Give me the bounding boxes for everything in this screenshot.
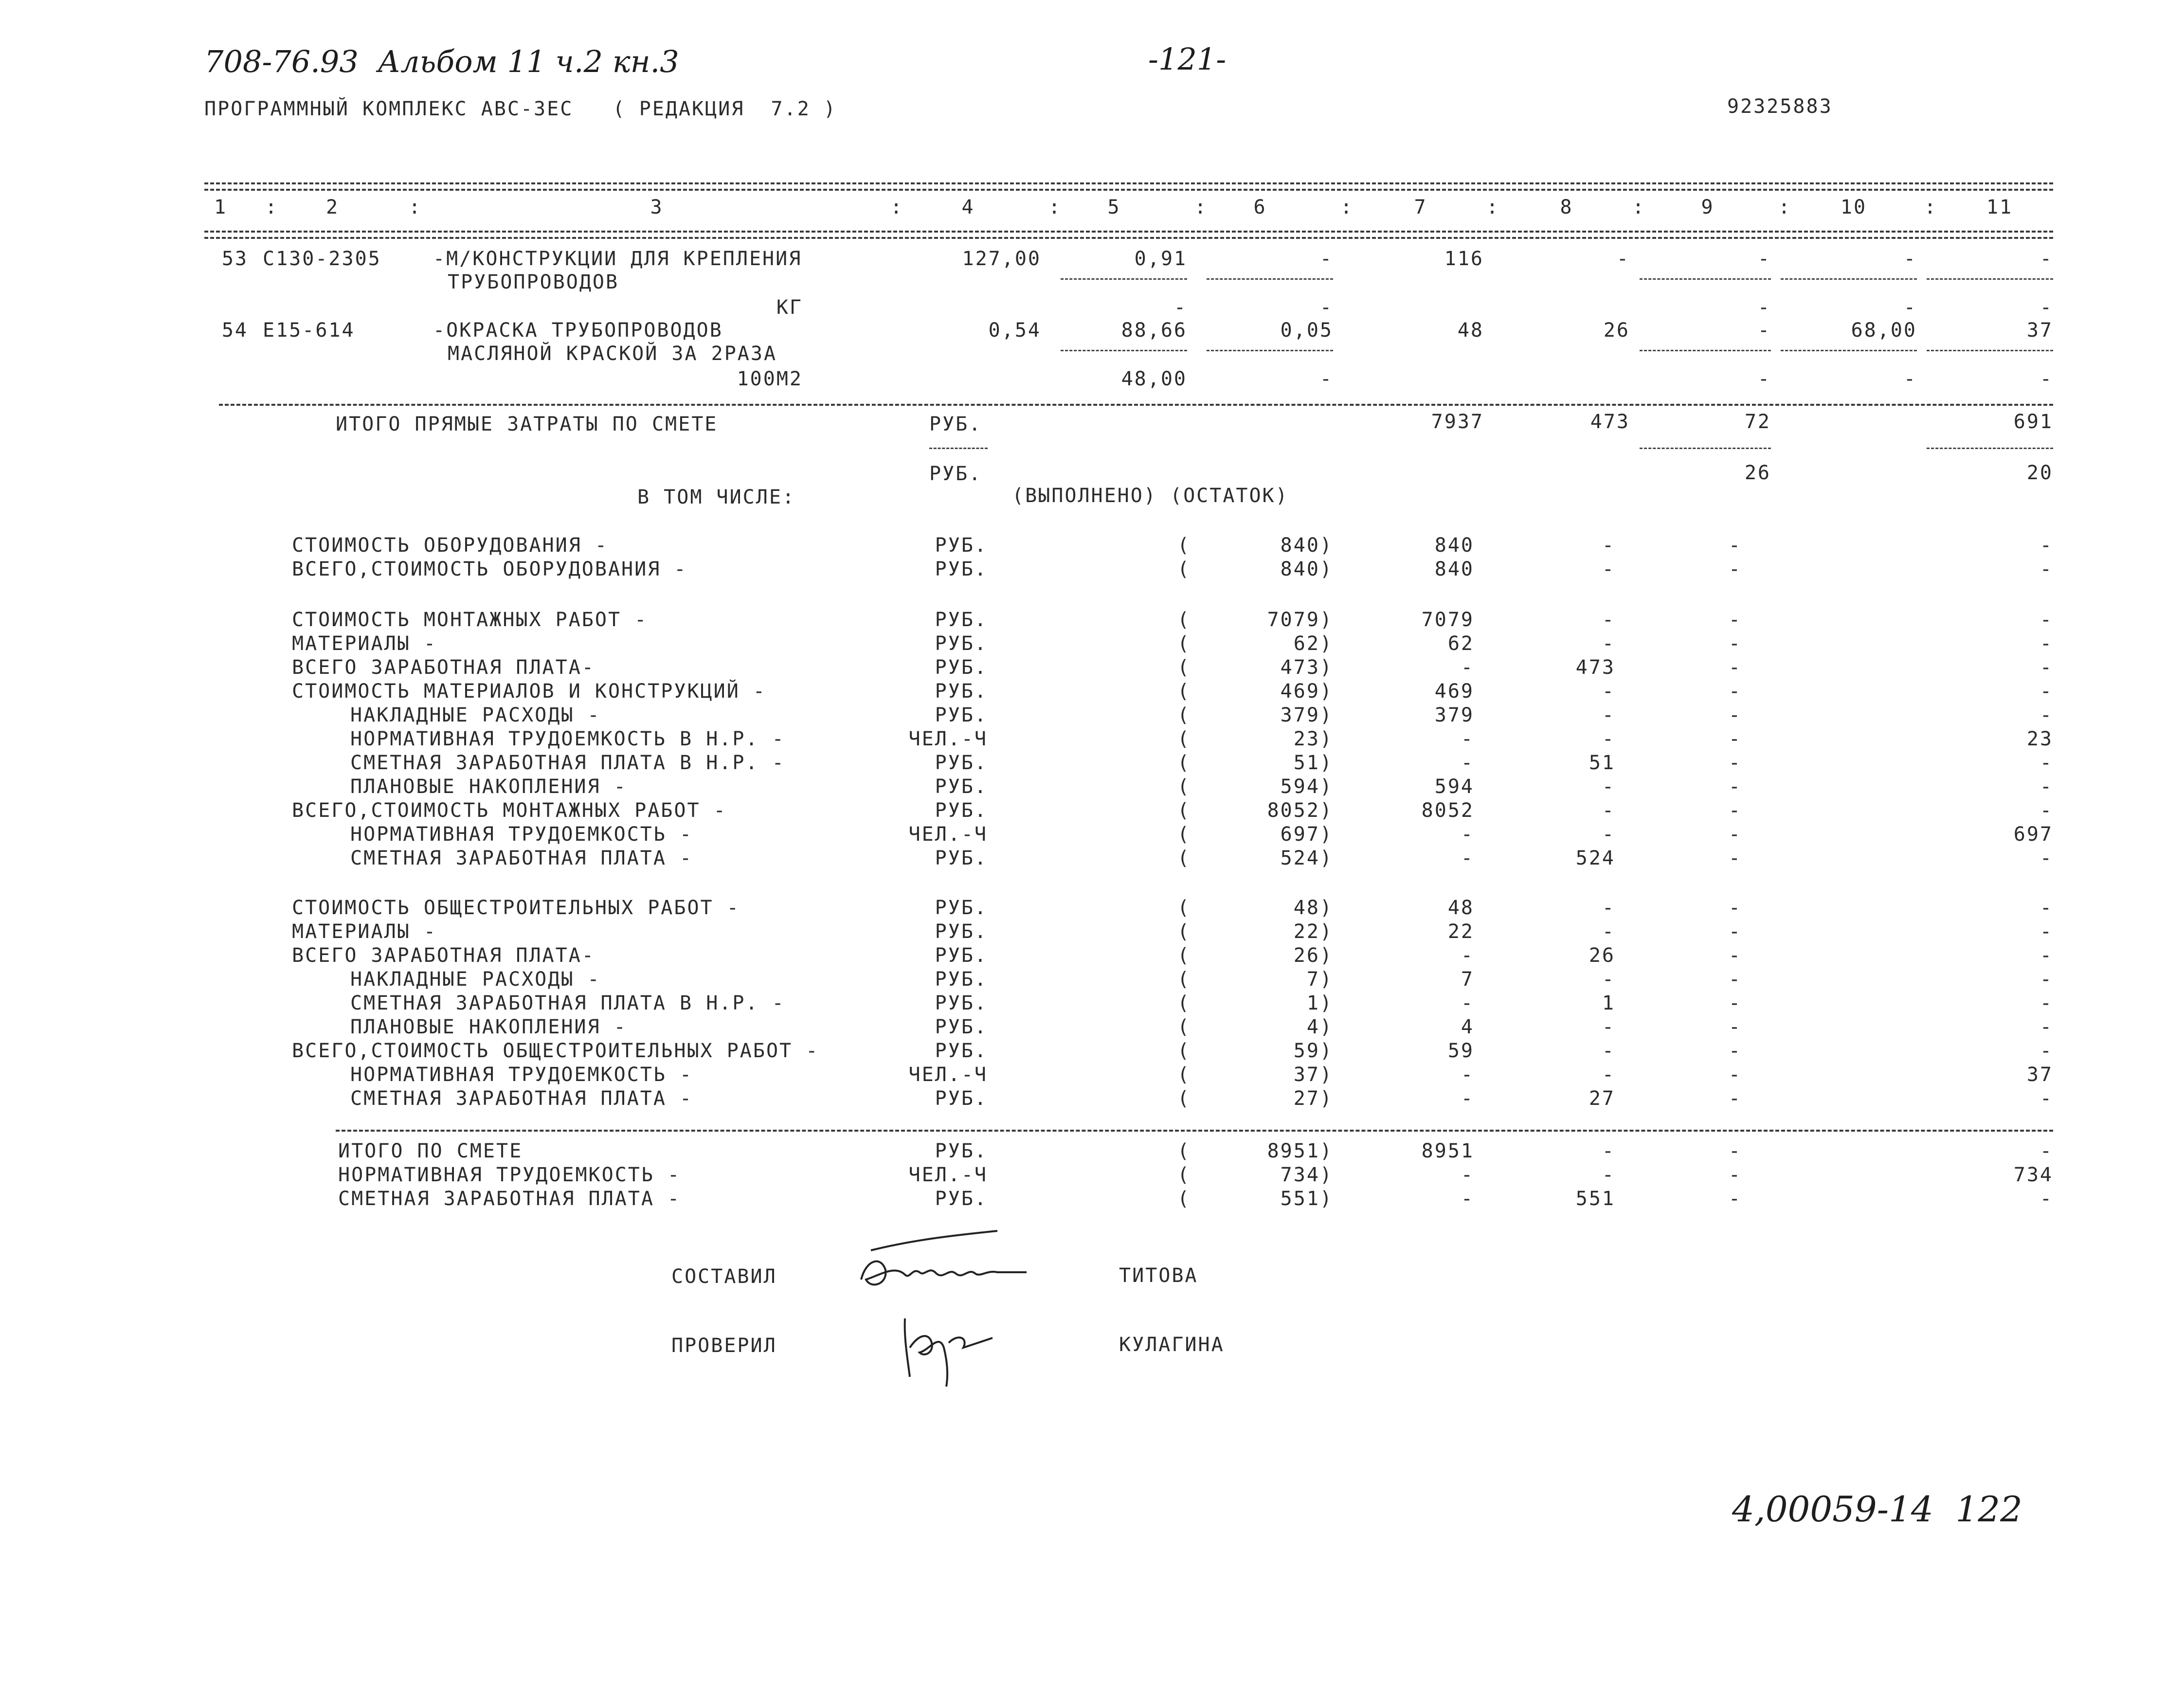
item-col11: 37	[2026, 319, 2053, 342]
handwritten-footer-number: 4,00059-14 122	[1732, 1489, 2022, 1530]
breakdown-col8: -	[1602, 1164, 1615, 1186]
breakdown-label: ВСЕГО,СТОИМОСТЬ ОБЩЕСТРОИТЕЛЬНЫХ РАБОТ -	[292, 1040, 819, 1062]
breakdown-value: 1)	[1306, 992, 1333, 1014]
column-header-2: 2	[326, 196, 340, 218]
breakdown-unit: РУБ.	[935, 920, 988, 943]
column-separator: :	[409, 196, 422, 218]
item-description-cont: МАСЛЯНОЙ КРАСКОЙ ЗА 2РАЗА	[448, 343, 777, 365]
second-unit: РУБ.	[929, 463, 982, 485]
breakdown-label: СМЕТНАЯ ЗАРАБОТНАЯ ПЛАТА В Н.Р. -	[350, 992, 785, 1014]
breakdown-label: ВСЕГО,СТОИМОСТЬ МОНТАЖНЫХ РАБОТ -	[292, 799, 727, 822]
breakdown-paren: (	[1177, 1064, 1191, 1086]
breakdown-col11: 37	[2026, 1064, 2053, 1086]
breakdown-col8: -	[1602, 704, 1615, 726]
breakdown-value: 26)	[1293, 944, 1333, 967]
breakdown-col9: -	[1728, 632, 1742, 655]
breakdown-value: 7)	[1306, 968, 1333, 991]
column-separator: :	[1340, 196, 1354, 218]
breakdown-col11: -	[2040, 944, 2053, 967]
breakdown-unit: РУБ.	[935, 799, 988, 822]
breakdown-paren: (	[1177, 823, 1191, 846]
item-number: 54	[221, 319, 248, 342]
breakdown-unit: РУБ.	[935, 1087, 988, 1110]
breakdown-label: МАТЕРИАЛЫ -	[292, 920, 437, 943]
breakdown-unit: РУБ.	[935, 776, 988, 798]
breakdown-col9: -	[1728, 1164, 1742, 1186]
item-col10-second: -	[1903, 296, 1917, 319]
column-separator: :	[1194, 196, 1208, 218]
breakdown-paren: (	[1177, 534, 1191, 557]
column-header-5: 5	[1107, 196, 1121, 218]
breakdown-col9: -	[1728, 609, 1742, 631]
breakdown-label: СТОИМОСТЬ ОБОРУДОВАНИЯ -	[292, 534, 608, 557]
item-col9-second: -	[1757, 368, 1771, 390]
breakdown-col8: -	[1602, 534, 1615, 557]
breakdown-col8: 1	[1602, 992, 1615, 1014]
breakdown-col9: -	[1728, 1087, 1742, 1110]
item-number: 53	[221, 248, 248, 270]
breakdown-paren: (	[1177, 1040, 1191, 1062]
item-sub-rule	[1640, 278, 1771, 280]
breakdown-col8: 524	[1575, 847, 1615, 869]
breakdown-col9: -	[1728, 847, 1742, 869]
breakdown-col8: -	[1602, 609, 1615, 631]
breakdown-unit: РУБ.	[935, 609, 988, 631]
item-description: -ОКРАСКА ТРУБОПРОВОДОВ	[433, 319, 723, 342]
breakdown-value: 473)	[1280, 656, 1333, 679]
column-separator: :	[890, 196, 904, 218]
column-separator: :	[1486, 196, 1500, 218]
breakdown-col7: 48	[1447, 897, 1474, 919]
breakdown-unit: РУБ.	[935, 680, 988, 703]
breakdown-col8: -	[1602, 776, 1615, 798]
breakdown-col9: -	[1728, 776, 1742, 798]
breakdown-label: ВСЕГО,СТОИМОСТЬ ОБОРУДОВАНИЯ -	[292, 558, 687, 580]
breakdown-col7: 840	[1434, 558, 1474, 580]
breakdown-paren: (	[1177, 968, 1191, 991]
breakdown-col8: -	[1602, 1064, 1615, 1086]
breakdown-label: ИТОГО ПО СМЕТЕ	[338, 1140, 523, 1162]
breakdown-value: 469)	[1280, 680, 1333, 703]
direct-costs-col9: 72	[1744, 411, 1771, 433]
direct-costs-col11: 691	[2013, 411, 2053, 433]
breakdown-col11: -	[2040, 897, 2053, 919]
in-that-number-label: В ТОМ ЧИСЛЕ:	[637, 486, 795, 508]
breakdown-value: 524)	[1280, 847, 1333, 869]
breakdown-unit: РУБ.	[935, 558, 988, 580]
breakdown-label: СТОИМОСТЬ ОБЩЕСТРОИТЕЛЬНЫХ РАБОТ -	[292, 897, 740, 919]
breakdown-paren: (	[1177, 992, 1191, 1014]
breakdown-label: ПЛАНОВЫЕ НАКОПЛЕНИЯ -	[350, 776, 627, 798]
direct-col9-rule	[1640, 448, 1771, 449]
breakdown-value: 4)	[1306, 1016, 1333, 1038]
compiled-signature	[851, 1221, 1056, 1299]
column-header-4: 4	[961, 196, 975, 218]
item-col5-second: 48,00	[1121, 368, 1187, 390]
breakdown-unit: ЧЕЛ.-Ч	[908, 1164, 988, 1186]
direct-costs-label: ИТОГО ПРЯМЫЕ ЗАТРАТЫ ПО СМЕТЕ	[336, 413, 718, 435]
breakdown-paren: (	[1177, 632, 1191, 655]
breakdown-col11: -	[2040, 558, 2053, 580]
breakdown-value: 22)	[1293, 920, 1333, 943]
item-col5-second: -	[1173, 296, 1187, 319]
breakdown-col11: 697	[2013, 823, 2053, 846]
done-rest-label: (ВЫПОЛНЕНО) (ОСТАТОК)	[1012, 485, 1289, 507]
item-col8: -	[1616, 248, 1630, 270]
breakdown-label: СМЕТНАЯ ЗАРАБОТНАЯ ПЛАТА -	[338, 1188, 681, 1210]
breakdown-paren: (	[1177, 897, 1191, 919]
breakdown-col9: -	[1728, 704, 1742, 726]
breakdown-label: МАТЕРИАЛЫ -	[292, 632, 437, 655]
program-line: ПРОГРАММНЫЙ КОМПЛЕКС АВС-3ЕС ( РЕДАКЦИЯ 7.2 )	[204, 98, 837, 120]
breakdown-label: СМЕТНАЯ ЗАРАБОТНАЯ ПЛАТА -	[350, 1087, 693, 1110]
breakdown-col8: -	[1602, 680, 1615, 703]
breakdown-col9: -	[1728, 920, 1742, 943]
breakdown-col11: 23	[2026, 728, 2053, 750]
breakdown-label: НОРМАТИВНАЯ ТРУДОЕМКОСТЬ -	[350, 1064, 693, 1086]
breakdown-unit: РУБ.	[935, 656, 988, 679]
direct-costs-col8: 473	[1590, 411, 1630, 433]
item-sub-rule	[1781, 278, 1917, 280]
breakdown-col9: -	[1728, 656, 1742, 679]
breakdown-col11: -	[2040, 680, 2053, 703]
item-col9-second: -	[1757, 296, 1771, 319]
breakdown-col8: -	[1602, 799, 1615, 822]
breakdown-col8: -	[1602, 728, 1615, 750]
breakdown-col7: -	[1461, 728, 1474, 750]
breakdown-col11: -	[2040, 968, 2053, 991]
item-col8: 26	[1603, 319, 1630, 342]
second-col9: 26	[1744, 462, 1771, 484]
breakdown-col9: -	[1728, 944, 1742, 967]
breakdown-col8: -	[1602, 920, 1615, 943]
item-col5: 88,66	[1121, 319, 1187, 342]
breakdown-col11: 734	[2013, 1164, 2053, 1186]
breakdown-col8: 551	[1575, 1188, 1615, 1210]
breakdown-unit: РУБ.	[935, 1016, 988, 1038]
item-col6-second: -	[1319, 296, 1333, 319]
breakdown-col7: 469	[1434, 680, 1474, 703]
breakdown-label: СМЕТНАЯ ЗАРАБОТНАЯ ПЛАТА В Н.Р. -	[350, 752, 785, 774]
breakdown-unit: РУБ.	[935, 752, 988, 774]
column-header-9: 9	[1701, 196, 1715, 218]
breakdown-label: НОРМАТИВНАЯ ТРУДОЕМКОСТЬ В Н.Р. -	[350, 728, 785, 750]
breakdown-paren: (	[1177, 1140, 1191, 1162]
column-separator: :	[1924, 196, 1938, 218]
breakdown-label: НАКЛАДНЫЕ РАСХОДЫ -	[350, 968, 601, 991]
column-separator: :	[265, 196, 279, 218]
item-sub-rule	[1207, 350, 1333, 351]
breakdown-col7: 8951	[1421, 1140, 1474, 1162]
item-col7: 48	[1457, 319, 1484, 342]
breakdown-value: 594)	[1280, 776, 1333, 798]
item-description: -М/КОНСТРУКЦИИ ДЛЯ КРЕПЛЕНИЯ	[433, 248, 802, 270]
checked-label: ПРОВЕРИЛ	[671, 1335, 777, 1357]
breakdown-col7: -	[1461, 847, 1474, 869]
direct-unit-rule	[929, 448, 988, 449]
column-header-7: 7	[1414, 196, 1427, 218]
breakdown-unit: РУБ.	[935, 897, 988, 919]
breakdown-label: ВСЕГО ЗАРАБОТНАЯ ПЛАТА-	[292, 656, 595, 679]
breakdown-col7: -	[1461, 823, 1474, 846]
breakdown-col11: -	[2040, 1188, 2053, 1210]
breakdown-paren: (	[1177, 847, 1191, 869]
breakdown-paren: (	[1177, 752, 1191, 774]
column-header-6: 6	[1253, 196, 1267, 218]
breakdown-col9: -	[1728, 1188, 1742, 1210]
item-col6-second: -	[1319, 368, 1333, 390]
breakdown-col11: -	[2040, 1040, 2053, 1062]
breakdown-col7: -	[1461, 1188, 1474, 1210]
breakdown-col9: -	[1728, 1064, 1742, 1086]
breakdown-col11: -	[2040, 847, 2053, 869]
items-end-rule	[219, 404, 2053, 406]
breakdown-paren: (	[1177, 1188, 1191, 1210]
breakdown-col8: -	[1602, 823, 1615, 846]
breakdown-paren: (	[1177, 920, 1191, 943]
breakdown-unit: РУБ.	[935, 632, 988, 655]
breakdown-paren: (	[1177, 776, 1191, 798]
breakdown-col9: -	[1728, 728, 1742, 750]
breakdown-col11: -	[2040, 799, 2053, 822]
breakdown-col8: -	[1602, 1016, 1615, 1038]
final-total-rule	[336, 1130, 2053, 1132]
compiled-name: ТИТОВА	[1119, 1264, 1198, 1287]
item-code: Е15-614	[263, 319, 355, 342]
item-sub-rule	[1207, 278, 1333, 280]
breakdown-unit: РУБ.	[935, 968, 988, 991]
breakdown-value: 7079)	[1267, 609, 1333, 631]
breakdown-value: 379)	[1280, 704, 1333, 726]
item-sub-rule	[1927, 278, 2053, 280]
breakdown-value: 8951)	[1267, 1140, 1333, 1162]
column-header-3: 3	[650, 196, 664, 218]
breakdown-col11: -	[2040, 632, 2053, 655]
handwritten-page-number: -121-	[1148, 41, 1227, 77]
breakdown-label: СТОИМОСТЬ МОНТАЖНЫХ РАБОТ -	[292, 609, 648, 631]
breakdown-col7: -	[1461, 1164, 1474, 1186]
breakdown-col7: 8052	[1421, 799, 1474, 822]
column-separator: :	[1778, 196, 1792, 218]
breakdown-unit: РУБ.	[935, 1040, 988, 1062]
breakdown-label: НАКЛАДНЫЕ РАСХОДЫ -	[350, 704, 601, 726]
breakdown-value: 62)	[1293, 632, 1333, 655]
breakdown-col8: 26	[1588, 944, 1615, 967]
breakdown-label: СМЕТНАЯ ЗАРАБОТНАЯ ПЛАТА -	[350, 847, 693, 869]
column-separator: :	[1048, 196, 1062, 218]
breakdown-unit: РУБ.	[935, 1188, 988, 1210]
breakdown-col8: -	[1602, 968, 1615, 991]
breakdown-col11: -	[2040, 704, 2053, 726]
item-sub-rule	[1781, 350, 1917, 351]
breakdown-col7: -	[1461, 1087, 1474, 1110]
breakdown-col7: 59	[1447, 1040, 1474, 1062]
breakdown-col11: -	[2040, 1016, 2053, 1038]
breakdown-paren: (	[1177, 558, 1191, 580]
breakdown-unit: ЧЕЛ.-Ч	[908, 728, 988, 750]
direct-costs-unit: РУБ.	[929, 413, 982, 435]
breakdown-col11: -	[2040, 752, 2053, 774]
breakdown-col9: -	[1728, 1140, 1742, 1162]
item-col4: 0,54	[988, 319, 1041, 342]
item-col6: -	[1319, 248, 1333, 270]
item-sub-rule	[1640, 350, 1771, 351]
breakdown-col9: -	[1728, 1016, 1742, 1038]
compiled-label: СОСТАВИЛ	[671, 1265, 777, 1288]
column-header-11: 11	[1986, 196, 2013, 218]
breakdown-col7: 62	[1447, 632, 1474, 655]
breakdown-col11: -	[2040, 992, 2053, 1014]
item-col11-second: -	[2040, 368, 2053, 390]
breakdown-col9: -	[1728, 680, 1742, 703]
breakdown-col7: -	[1461, 992, 1474, 1014]
item-col11: -	[2040, 248, 2053, 270]
column-header-8: 8	[1560, 196, 1573, 218]
item-col10: -	[1903, 248, 1917, 270]
column-header-1: 1	[214, 196, 228, 218]
breakdown-label: НОРМАТИВНАЯ ТРУДОЕМКОСТЬ -	[350, 823, 693, 846]
breakdown-paren: (	[1177, 944, 1191, 967]
item-code: С130-2305	[263, 248, 381, 270]
breakdown-value: 51)	[1293, 752, 1333, 774]
breakdown-col11: -	[2040, 609, 2053, 631]
breakdown-col8: 473	[1575, 656, 1615, 679]
checked-signature	[890, 1304, 1017, 1391]
breakdown-col11: -	[2040, 1140, 2053, 1162]
column-header-rule	[204, 231, 2053, 233]
breakdown-label: ВСЕГО ЗАРАБОТНАЯ ПЛАТА-	[292, 944, 595, 967]
item-col5: 0,91	[1134, 248, 1187, 270]
breakdown-col7: -	[1461, 656, 1474, 679]
breakdown-value: 8052)	[1267, 799, 1333, 822]
item-unit: КГ	[776, 296, 803, 319]
breakdown-col7: -	[1461, 944, 1474, 967]
item-sub-rule	[1927, 350, 2053, 351]
breakdown-col8: -	[1602, 897, 1615, 919]
breakdown-col9: -	[1728, 968, 1742, 991]
column-separator: :	[1632, 196, 1646, 218]
breakdown-unit: РУБ.	[935, 944, 988, 967]
column-header-rule-2	[204, 237, 2053, 239]
item-col11-second: -	[2040, 296, 2053, 319]
document-number: 92325883	[1727, 95, 1833, 118]
breakdown-col7: 379	[1434, 704, 1474, 726]
breakdown-col7: 7	[1461, 968, 1474, 991]
top-rule	[204, 182, 2053, 184]
breakdown-label: ПЛАНОВЫЕ НАКОПЛЕНИЯ -	[350, 1016, 627, 1038]
breakdown-unit: РУБ.	[935, 704, 988, 726]
item-sub-rule	[1061, 278, 1187, 280]
breakdown-col9: -	[1728, 799, 1742, 822]
breakdown-paren: (	[1177, 609, 1191, 631]
breakdown-col11: -	[2040, 656, 2053, 679]
breakdown-col8: 27	[1588, 1087, 1615, 1110]
breakdown-value: 840)	[1280, 558, 1333, 580]
breakdown-col7: -	[1461, 1064, 1474, 1086]
breakdown-value: 48)	[1293, 897, 1333, 919]
breakdown-paren: (	[1177, 1087, 1191, 1110]
item-col6: 0,05	[1280, 319, 1333, 342]
breakdown-unit: РУБ.	[935, 534, 988, 557]
breakdown-col8: -	[1602, 1140, 1615, 1162]
item-col7: 116	[1444, 248, 1484, 270]
breakdown-col9: -	[1728, 558, 1742, 580]
breakdown-col9: -	[1728, 823, 1742, 846]
breakdown-col11: -	[2040, 534, 2053, 557]
top-rule-2	[204, 189, 2053, 191]
breakdown-col8: -	[1602, 558, 1615, 580]
breakdown-paren: (	[1177, 656, 1191, 679]
second-col11: 20	[2026, 462, 2053, 484]
breakdown-paren: (	[1177, 728, 1191, 750]
item-unit: 100М2	[737, 368, 803, 390]
direct-col11-rule	[1927, 448, 2053, 449]
direct-costs-col7: 7937	[1431, 411, 1484, 433]
breakdown-col7: 840	[1434, 534, 1474, 557]
breakdown-label: СТОИМОСТЬ МАТЕРИАЛОВ И КОНСТРУКЦИЙ -	[292, 680, 766, 703]
breakdown-unit: РУБ.	[935, 1140, 988, 1162]
breakdown-col9: -	[1728, 752, 1742, 774]
breakdown-col7: 4	[1461, 1016, 1474, 1038]
breakdown-paren: (	[1177, 799, 1191, 822]
breakdown-col8: 51	[1588, 752, 1615, 774]
breakdown-unit: РУБ.	[935, 992, 988, 1014]
breakdown-col8: -	[1602, 632, 1615, 655]
breakdown-unit: ЧЕЛ.-Ч	[908, 1064, 988, 1086]
breakdown-value: 37)	[1293, 1064, 1333, 1086]
item-col4: 127,00	[962, 248, 1041, 270]
item-col9: -	[1757, 319, 1771, 342]
breakdown-col9: -	[1728, 534, 1742, 557]
handwritten-album-title: 708-76.93 Альбом 11 ч.2 кн.3	[204, 44, 679, 79]
item-sub-rule	[1061, 350, 1187, 351]
breakdown-col11: -	[2040, 776, 2053, 798]
item-description-cont: ТРУБОПРОВОДОВ	[448, 271, 619, 293]
breakdown-paren: (	[1177, 704, 1191, 726]
item-col9: -	[1757, 248, 1771, 270]
item-col10: 68,00	[1851, 319, 1917, 342]
breakdown-col8: -	[1602, 1040, 1615, 1062]
breakdown-col11: -	[2040, 920, 2053, 943]
checked-name: КУЛАГИНА	[1119, 1334, 1225, 1356]
breakdown-paren: (	[1177, 680, 1191, 703]
column-header-10: 10	[1840, 196, 1867, 218]
breakdown-col7: 22	[1447, 920, 1474, 943]
breakdown-label: НОРМАТИВНАЯ ТРУДОЕМКОСТЬ -	[338, 1164, 681, 1186]
breakdown-col9: -	[1728, 1040, 1742, 1062]
breakdown-paren: (	[1177, 1164, 1191, 1186]
breakdown-value: 59)	[1293, 1040, 1333, 1062]
breakdown-col9: -	[1728, 897, 1742, 919]
item-col10-second: -	[1903, 368, 1917, 390]
breakdown-value: 551)	[1280, 1188, 1333, 1210]
breakdown-unit: РУБ.	[935, 847, 988, 869]
breakdown-value: 734)	[1280, 1164, 1333, 1186]
breakdown-paren: (	[1177, 1016, 1191, 1038]
breakdown-col7: 7079	[1421, 609, 1474, 631]
breakdown-value: 23)	[1293, 728, 1333, 750]
breakdown-value: 27)	[1293, 1087, 1333, 1110]
breakdown-col7: -	[1461, 752, 1474, 774]
breakdown-value: 840)	[1280, 534, 1333, 557]
breakdown-col11: -	[2040, 1087, 2053, 1110]
breakdown-col7: 594	[1434, 776, 1474, 798]
breakdown-col9: -	[1728, 992, 1742, 1014]
breakdown-unit: ЧЕЛ.-Ч	[908, 823, 988, 846]
breakdown-value: 697)	[1280, 823, 1333, 846]
